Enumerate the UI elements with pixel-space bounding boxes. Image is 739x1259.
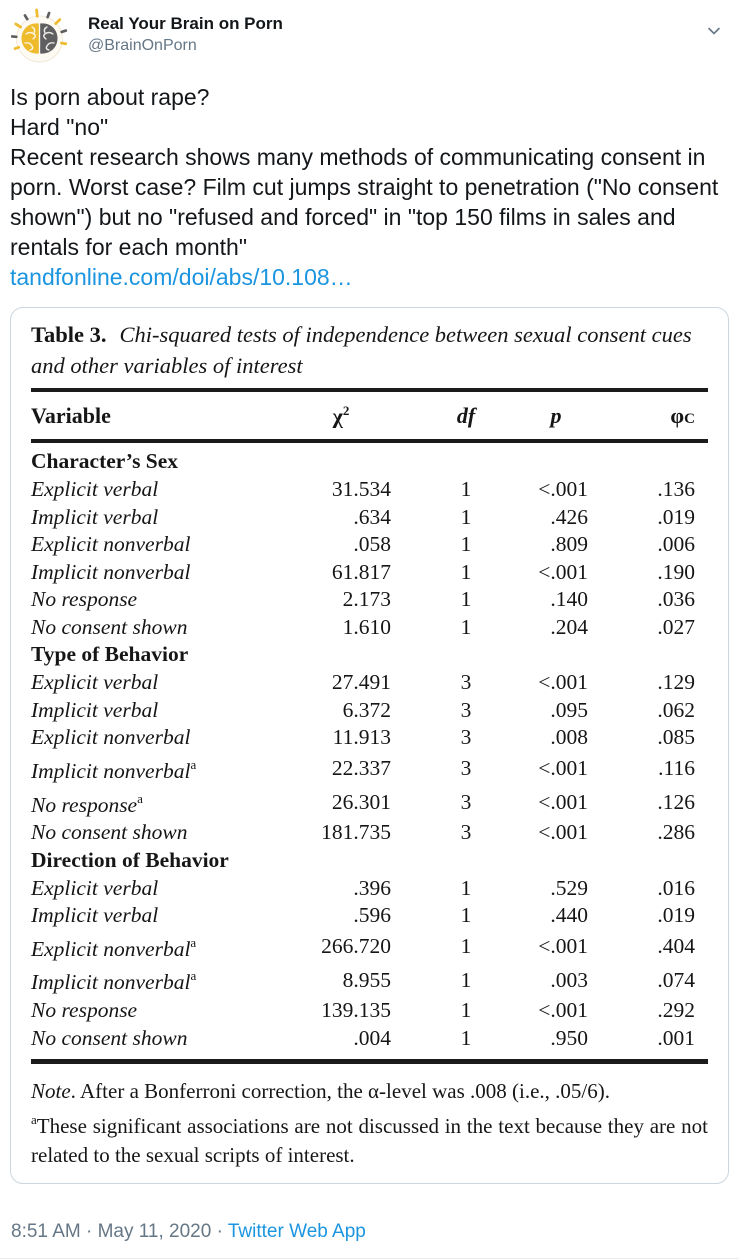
df-value: 3 — [460, 789, 472, 814]
df-value: 1 — [460, 532, 472, 557]
df-value: 3 — [460, 820, 472, 845]
tweet-meta — [11, 1221, 729, 1243]
table-row — [31, 697, 708, 725]
row-label: Explicit nonverbal — [31, 532, 191, 557]
table-footnote: $^a$These significant associations are not discussed in the text because they are not related to the sexual scripts of interest. — [31, 1112, 708, 1168]
row-label: No response$^a$ — [31, 790, 143, 817]
chi-squared-value: 266.720 — [321, 933, 391, 958]
p-value: <.001 — [538, 559, 588, 584]
row-label: No response — [31, 998, 138, 1023]
table-note: Note. After a Bonferroni correction, the α-level was .008 (i.e., .05/6). — [31, 1079, 610, 1104]
df-value: 1 — [460, 903, 472, 928]
chi-squared-value: .396 — [353, 875, 391, 900]
tweet-link[interactable]: tandfonline.com/doi/abs/10.108… — [10, 264, 353, 290]
p-value: .426 — [550, 504, 588, 529]
chi-squared-value: .004 — [353, 1025, 391, 1050]
p-value: .950 — [550, 1025, 588, 1050]
phi-c-value: .036 — [657, 587, 695, 612]
df-value: 1 — [460, 875, 472, 900]
p-value: <.001 — [538, 755, 588, 780]
table-row — [31, 614, 708, 642]
phi-c-value: .136 — [657, 476, 695, 501]
df-value: 1 — [460, 587, 472, 612]
row-label: Implicit verbal — [31, 903, 159, 928]
chi-squared-value: .634 — [353, 504, 391, 529]
timestamp: 8:51 AM · May 11, 2020 — [11, 1221, 212, 1243]
p-value: .003 — [550, 967, 588, 992]
table-row — [31, 875, 708, 903]
phi-c-value: .006 — [657, 532, 695, 557]
section-title: Direction of Behavior — [31, 847, 229, 872]
author-block — [88, 8, 283, 56]
table-row — [31, 819, 708, 847]
user-handle[interactable]: @BrainOnPorn — [88, 37, 197, 54]
col-header-chi-squared: $\chi^2$ — [261, 390, 421, 441]
df-value: 1 — [460, 504, 472, 529]
phi-c-value: .019 — [657, 903, 695, 928]
tweet-text — [10, 82, 729, 292]
col-header-df: df — [421, 390, 511, 441]
section-title: Type of Behavior — [31, 642, 189, 667]
display-name[interactable]: Real Your Brain on Porn — [88, 14, 283, 33]
chi-squared-value: 22.337 — [331, 755, 391, 780]
p-value: <.001 — [538, 998, 588, 1023]
df-value: 1 — [460, 614, 472, 639]
section-header-row — [31, 847, 708, 875]
df-value: 3 — [460, 755, 472, 780]
chi-squared-value: 61.817 — [331, 559, 391, 584]
p-value: <.001 — [538, 820, 588, 845]
p-value: <.001 — [538, 933, 588, 958]
row-label: Implicit verbal — [31, 697, 159, 722]
phi-c-value: .019 — [657, 504, 695, 529]
stats-table — [31, 388, 708, 1064]
chi-squared-value: 6.372 — [342, 697, 391, 722]
chi-squared-value: 2.173 — [342, 587, 391, 612]
df-value: 1 — [460, 998, 472, 1023]
row-label: Implicit nonverbal$^a$ — [31, 756, 197, 784]
p-value: .204 — [550, 614, 588, 639]
table-image-card[interactable] — [10, 307, 729, 1184]
p-value: <.001 — [538, 476, 588, 501]
df-value: 1 — [460, 559, 472, 584]
p-value: .095 — [550, 697, 588, 722]
section-header-row — [31, 641, 708, 669]
phi-c-value: .027 — [657, 614, 695, 639]
p-value: .140 — [550, 587, 588, 612]
table-rows — [31, 441, 708, 1062]
phi-c-value: .126 — [657, 789, 695, 814]
avatar[interactable] — [11, 8, 68, 65]
row-label: No consent shown — [31, 820, 188, 845]
chevron-down-icon[interactable] — [703, 8, 725, 47]
row-label: Explicit verbal — [31, 670, 159, 695]
section-title: Character’s Sex — [31, 449, 179, 474]
table-row — [31, 997, 708, 1025]
table-header-row — [31, 390, 708, 441]
p-value: .440 — [550, 903, 588, 928]
chi-squared-value: 139.135 — [321, 998, 391, 1023]
table-row — [31, 586, 708, 614]
row-label: Explicit nonverbal — [31, 725, 191, 750]
phi-c-value: .404 — [657, 933, 695, 958]
p-value: <.001 — [538, 789, 588, 814]
phi-c-value: .016 — [657, 875, 695, 900]
row-label: No consent shown — [31, 1025, 188, 1050]
chi-squared-value: 8.955 — [342, 967, 391, 992]
chi-squared-value: 26.301 — [331, 789, 391, 814]
df-value: 1 — [460, 476, 472, 501]
chi-squared-value: 31.534 — [331, 476, 391, 501]
row-label: No consent shown — [31, 614, 188, 639]
table-row — [31, 504, 708, 532]
chi-squared-value: .058 — [353, 532, 391, 557]
meta-separator: · — [211, 1221, 228, 1243]
phi-c-value: .116 — [658, 755, 695, 780]
row-label: Explicit verbal — [31, 875, 159, 900]
col-header-phi-c: φC — [601, 390, 708, 441]
tweet-header — [0, 0, 739, 65]
brain-logo-icon — [11, 8, 68, 65]
row-label: Explicit nonverbal$^a$ — [31, 934, 197, 961]
chi-squared-value: 27.491 — [331, 670, 391, 695]
p-value: .809 — [550, 532, 588, 557]
df-value: 1 — [460, 1025, 472, 1050]
phi-c-value: .286 — [657, 820, 695, 845]
chi-squared-value: 1.610 — [342, 614, 391, 639]
phi-c-value: .190 — [657, 559, 695, 584]
df-value: 3 — [460, 725, 472, 750]
row-label: Explicit verbal — [31, 476, 159, 501]
table-row — [31, 786, 708, 820]
table-title — [31, 319, 708, 388]
phi-c-value: .062 — [657, 697, 695, 722]
table-row — [31, 1025, 708, 1062]
row-label: Implicit nonverbal — [31, 559, 191, 584]
phi-c-value: .292 — [657, 998, 695, 1023]
df-value: 1 — [460, 933, 472, 958]
table-row — [31, 752, 708, 786]
phi-c-value: .085 — [657, 725, 695, 750]
row-label: No response — [31, 587, 138, 612]
section-header-row — [31, 441, 708, 476]
col-header-p: p — [511, 390, 601, 441]
p-value: <.001 — [538, 670, 588, 695]
df-value: 1 — [460, 967, 472, 992]
table-number: Table 3. — [31, 322, 107, 347]
chi-squared-value: 11.913 — [332, 725, 391, 750]
p-value: .008 — [550, 725, 588, 750]
tweet-line: Recent research shows many methods of communicating consent in porn. Worst case? Film cut jumps straight to penetration ("No consent shown") but no "refused and forced" in "top 150 films in sales and rentals for each month" — [10, 144, 719, 260]
table-row — [31, 476, 708, 504]
chi-squared-value: 181.735 — [321, 820, 391, 845]
tweet-line: Is porn about rape? — [10, 84, 210, 110]
table-row — [31, 724, 708, 752]
table-caption: Chi-squared tests of independence between sexual consent cues and other variables of interest — [31, 322, 692, 378]
phi-c-value: .074 — [657, 967, 695, 992]
phi-c-value: .129 — [657, 670, 695, 695]
row-label: Implicit nonverbal$^a$ — [31, 968, 197, 995]
table-row — [31, 930, 708, 964]
table-row — [31, 559, 708, 587]
df-value: 3 — [460, 670, 472, 695]
phi-c-value: .001 — [657, 1025, 695, 1050]
table-row — [31, 963, 708, 997]
table-row — [31, 902, 708, 930]
tweet-line: Hard "no" — [10, 114, 109, 140]
tweet-source-link[interactable]: Twitter Web App — [227, 1221, 366, 1243]
table-row — [31, 669, 708, 697]
p-value: .529 — [550, 875, 588, 900]
col-header-variable: Variable — [31, 390, 261, 441]
df-value: 3 — [460, 697, 472, 722]
table-row — [31, 531, 708, 559]
row-label: Implicit verbal — [31, 504, 159, 529]
chi-squared-value: .596 — [353, 903, 391, 928]
